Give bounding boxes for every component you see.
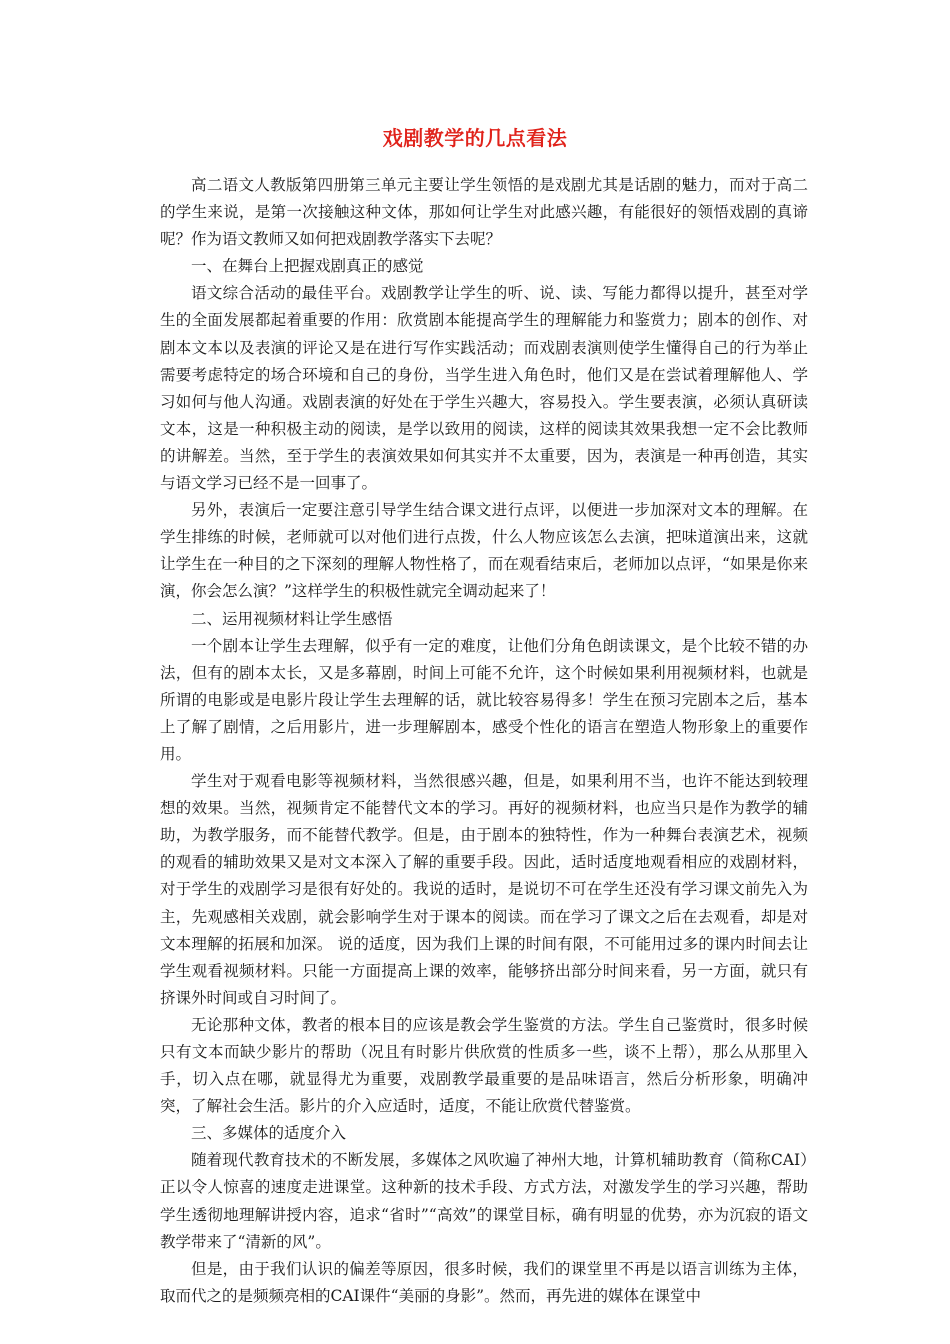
document-body — [160, 172, 808, 1310]
body-paragraph: 一个剧本让学生去理解，似乎有一定的难度，让他们分角色朗读课文，是个比较不错的办法，但有的剧本太长，又是多幕剧，时间上可能不允许，这个时候如果利用视频材料，也就是所谓的电影或是电影片段让学生去理解的话，就比较容易得多！学生在预习完剧本之后，基本上了解了剧情，之后用影片，进一步理解剧本，感受个性化的语言在塑造人物形象上的重要作用。 — [160, 636, 808, 763]
document-title: 戏剧教学的几点看法 — [382, 126, 568, 150]
section-heading-3: 三、多媒体的适度介入 — [191, 1124, 347, 1143]
body-paragraph: 随着现代教育技术的不断发展，多媒体之风吹遍了神州大地，计算机辅助教育（简称CAI）正以令人惊喜的速度走进课堂。这种新的技术手段、方式方法，对激发学生的学习兴趣，帮助学生透彻地理解讲授内容，追求“省时”“高效”的课堂目标，确有明显的优势，亦为沉寂的语文教学带来了“清新的风”。 — [160, 1151, 808, 1251]
body-paragraph: 另外，表演后一定要注意引导学生结合课文进行点评，以便进一步加深对文本的理解。在学生排练的时候，老师就可以对他们进行点拨，什么人物应该怎么去演，把味道演出来，这就让学生在一种目的之下深刻的理解人物性格了，而在观看结束后，老师加以点评，“如果是你来演，你会怎么演？”这样学生的积极性就完全调动起来了！ — [160, 501, 808, 601]
section-heading-1: 一、在舞台上把握戏剧真正的感觉 — [191, 257, 424, 276]
section-heading-2: 二、运用视频材料让学生感悟 — [191, 609, 393, 628]
body-paragraph: 但是，由于我们认识的偏差等原因，很多时候，我们的课堂里不再是以语言训练为主体，取而代之的是频频亮相的CAI课件“美丽的身影”。然而，再先进的媒体在课堂中 — [160, 1259, 808, 1305]
body-paragraph: 无论那种文体，教者的根本目的应该是教会学生鉴赏的方法。学生自己鉴赏时，很多时候只有文本而缺少影片的帮助（况且有时影片供欣赏的性质多一些，谈不上帮），那么从那里入手，切入点在哪，就显得尤为重要，戏剧教学最重要的是品味语言，然后分析形象，明确冲突，了解社会生活。影片的介入应适时，适度，不能让欣赏代替鉴赏。 — [160, 1015, 808, 1116]
body-paragraph: 学生对于观看电影等视频材料，当然很感兴趣，但是，如果利用不当，也许不能达到较理想的效果。当然，视频肯定不能替代文本的学习。再好的视频材料，也应当只是作为教学的辅助，为教学服务，而不能替代教学。但是，由于剧本的独特性，作为一种舞台表演艺术，视频的观看的辅助效果又是对文本深入了解的重要手段。因此，适时适度地观看相应的戏剧材料，对于学生的戏剧学习是很有好处的。我说的适时，是说切不可在学生还没有学习课文前先入为主，先观感相关戏剧，就会影响学生对于课本的阅读。而在学习了课文之后在去观看，却是对文本理解的拓展和加深。 说的适度，因为我们上课的时间有限，不可能用过多的课内时间去让学生观看视频材料。只能一方面提高上课的效率，能够挤出部分时间来看，另一方面，就只有挤课外时间或自习时间了。 — [160, 772, 808, 1007]
body-paragraph: 语文综合活动的最佳平台。戏剧教学让学生的听、说、读、写能力都得以提升，甚至对学生的全面发展都起着重要的作用：欣赏剧本能提高学生的理解能力和鉴赏力；剧本的创作、对剧本文本以及表演的评论又是在进行写作实践活动；而戏剧表演则使学生懂得自己的行为举止需要考虑特定的场合环境和自己的身份，当学生进入角色时，他们又是在尝试着理解他人、学习如何与他人沟通。戏剧表演的好处在于学生兴趣大，容易投入。学生要表演，必须认真研读文本，这是一种积极主动的阅读，是学以致用的阅读，这样的阅读其效果我想一定不会比教师的讲解差。当然，至于学生的表演效果如何其实并不太重要，因为，表演是一种再创造，其实与语文学习已经不是一回事了。 — [160, 284, 808, 493]
intro-paragraph: 高二语文人教版第四册第三单元主要让学生领悟的是戏剧尤其是话剧的魅力，而对于高二的学生来说，是第一次接触这种文体，那如何让学生对此感兴趣，有能很好的领悟戏剧的真谛呢？作为语文教师又如何把戏剧教学落实下去呢？ — [160, 176, 808, 249]
